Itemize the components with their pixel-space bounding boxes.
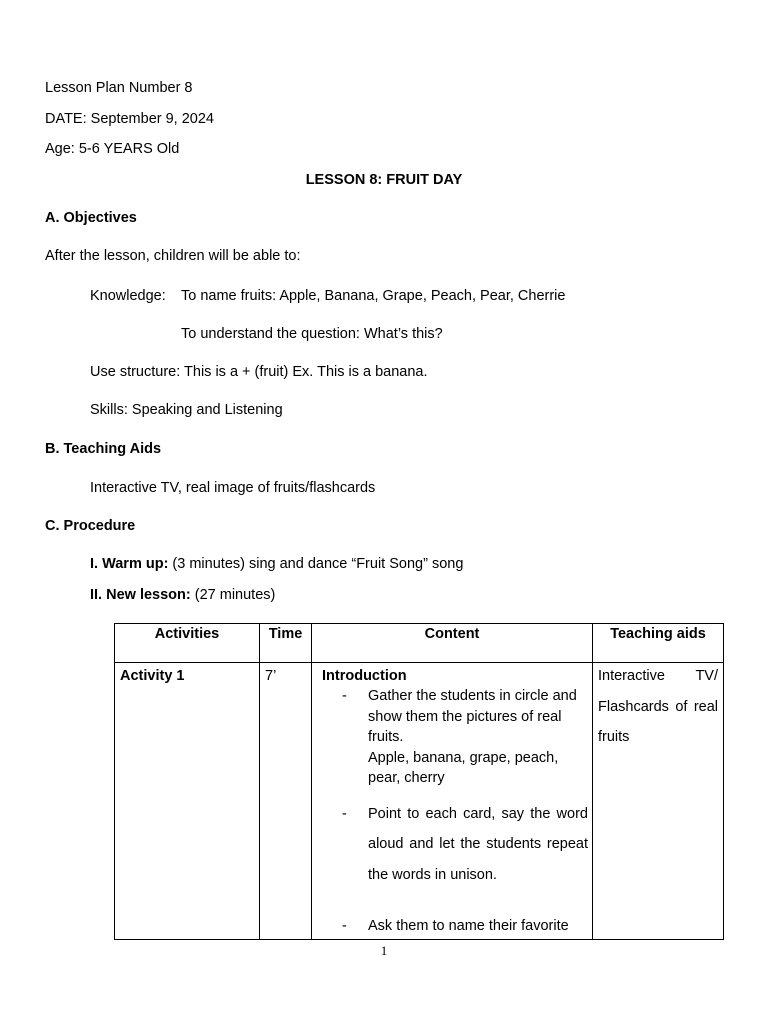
header-content: Content <box>312 624 593 663</box>
warm-up-label: I. Warm up: <box>90 556 169 572</box>
skills: Skills: Speaking and Listening <box>90 402 283 418</box>
new-lesson-label: II. New lesson: <box>90 587 191 603</box>
warm-up-text: (3 minutes) sing and dance “Fruit Song” song <box>168 556 464 572</box>
list-item: - Gather the students in circle and show them the pictures of real fruits. Apple, banana, grape, peach, pear, cherry <box>312 686 588 789</box>
list-item-text: Ask them to name their favorite <box>368 918 569 934</box>
procedure-heading: C. Procedure <box>45 518 136 534</box>
list-item-fruits: Apple, banana, grape, peach, pear, cherry <box>368 749 559 786</box>
age-range: Age: 5-6 YEARS Old <box>45 141 180 157</box>
lesson-plan-number: Lesson Plan Number 8 <box>45 80 193 96</box>
teaching-aids-text: Interactive TV, real image of fruits/flashcards <box>90 480 376 496</box>
content-cell <box>312 663 593 940</box>
use-structure: Use structure: This is a + (fruit) Ex. This is a banana. <box>90 364 428 380</box>
aids-cell <box>593 663 724 940</box>
header-teaching-aids: Teaching aids <box>593 624 724 663</box>
header-time: Time <box>260 624 312 663</box>
teaching-aids-heading: B. Teaching Aids <box>45 441 162 457</box>
knowledge-item-2: To understand the question: What’s this? <box>181 326 443 342</box>
list-item: - Point to each card, say the word aloud and let the students repeat the words in unison. <box>312 799 588 891</box>
header-activities: Activities <box>115 624 260 663</box>
warm-up <box>90 555 463 573</box>
new-lesson-text: (27 minutes) <box>190 587 276 603</box>
list-item-text: Point to each card, say the word aloud and let the students repeat the words in unison. <box>368 805 588 883</box>
procedure-table <box>114 623 724 940</box>
lesson-date: DATE: September 9, 2024 <box>45 111 214 127</box>
new-lesson <box>90 586 275 604</box>
objectives-heading: A. Objectives <box>45 210 137 226</box>
objectives-intro: After the lesson, children will be able to: <box>45 248 301 264</box>
table-row <box>115 663 724 940</box>
table-header-row <box>115 624 724 663</box>
knowledge-item-1: To name fruits: Apple, Banana, Grape, Peach, Pear, Cherrie <box>181 288 566 304</box>
activity-cell <box>115 663 260 940</box>
content-heading: Introduction <box>322 668 407 684</box>
knowledge-label: Knowledge: <box>90 288 166 304</box>
time-cell <box>260 663 312 940</box>
lesson-title: LESSON 8: FRUIT DAY <box>305 172 463 188</box>
teaching-aids-value: Interactive TV/ Flashcards of real fruits <box>598 668 718 745</box>
list-item: - Ask them to name their favorite <box>312 916 588 937</box>
page-number: 1 <box>380 943 388 958</box>
activity-name: Activity 1 <box>120 668 185 684</box>
activity-time: 7’ <box>265 668 277 684</box>
list-item-text: Gather the students in circle and show them the pictures of real fruits. <box>368 688 577 745</box>
